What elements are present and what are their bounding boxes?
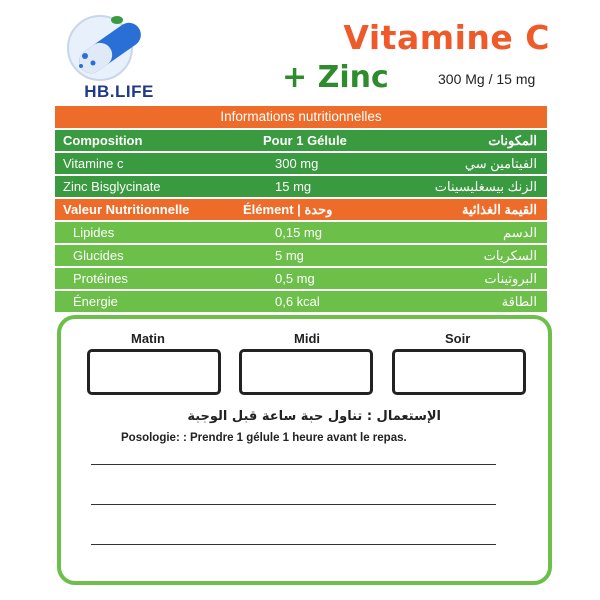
value-arabic: الدسم	[503, 225, 537, 240]
value-name: Glucides	[73, 248, 124, 263]
item-name: Zinc Bisglycinate	[63, 179, 161, 194]
value-name: Lipides	[73, 225, 115, 240]
product-title: Vitamine C	[343, 18, 550, 57]
nutrition-table	[55, 106, 547, 314]
item-arabic: الزنك بيسغليسينات	[434, 179, 537, 194]
table-row	[55, 291, 547, 312]
nutrition-value-row	[55, 199, 547, 220]
usage-panel	[57, 315, 552, 585]
usage-arabic: الإستعمال : تناول حبة ساعة قبل الوجبة	[187, 409, 441, 424]
composition-arabic: المكونات	[488, 133, 537, 148]
table-row	[55, 222, 547, 243]
nutrition-value-label: Valeur Nutritionnelle	[63, 202, 190, 217]
table-row	[55, 176, 547, 197]
table-row	[55, 153, 547, 174]
nutrition-value-arabic: القيمة الغذائية	[462, 202, 537, 217]
evening-checkbox[interactable]	[392, 349, 526, 395]
value-amount: 0,6 kcal	[275, 294, 320, 309]
dosage-label: 300 Mg / 15 mg	[438, 71, 536, 87]
morning-label: Matin	[131, 331, 165, 346]
per-capsule-label: Pour 1 Gélule	[263, 133, 347, 148]
write-line[interactable]	[91, 544, 496, 545]
value-amount: 0,5 mg	[275, 271, 315, 286]
noon-label: Midi	[294, 331, 320, 346]
table-header: Informations nutritionnelles	[55, 106, 547, 128]
morning-checkbox[interactable]	[87, 349, 221, 395]
value-name: Énergie	[73, 294, 118, 309]
item-amount: 300 mg	[275, 156, 319, 171]
product-subtitle: + Zinc	[282, 60, 389, 95]
noon-checkbox[interactable]	[239, 349, 373, 395]
composition-label: Composition	[63, 133, 143, 148]
brand-name: HB.LIFE	[84, 82, 154, 101]
evening-label: Soir	[445, 331, 471, 346]
value-arabic: السكريات	[483, 248, 537, 263]
table-row	[55, 245, 547, 266]
write-line[interactable]	[91, 464, 496, 465]
posologie-text: Posologie: : Prendre 1 gélule 1 heure avant le repas.	[121, 432, 407, 444]
value-amount: 5 mg	[275, 248, 304, 263]
write-line[interactable]	[91, 504, 496, 505]
element-label: Élément | وحدة	[243, 202, 333, 217]
value-amount: 0,15 mg	[275, 225, 322, 240]
value-name: Protéines	[73, 271, 128, 286]
table-row	[55, 268, 547, 289]
item-arabic: الفيتامين سي	[464, 156, 537, 171]
composition-row	[55, 130, 547, 151]
value-arabic: الطاقة	[501, 294, 537, 309]
item-amount: 15 mg	[275, 179, 312, 194]
item-name: Vitamine c	[63, 156, 124, 171]
value-arabic: البروتينات	[484, 271, 537, 286]
